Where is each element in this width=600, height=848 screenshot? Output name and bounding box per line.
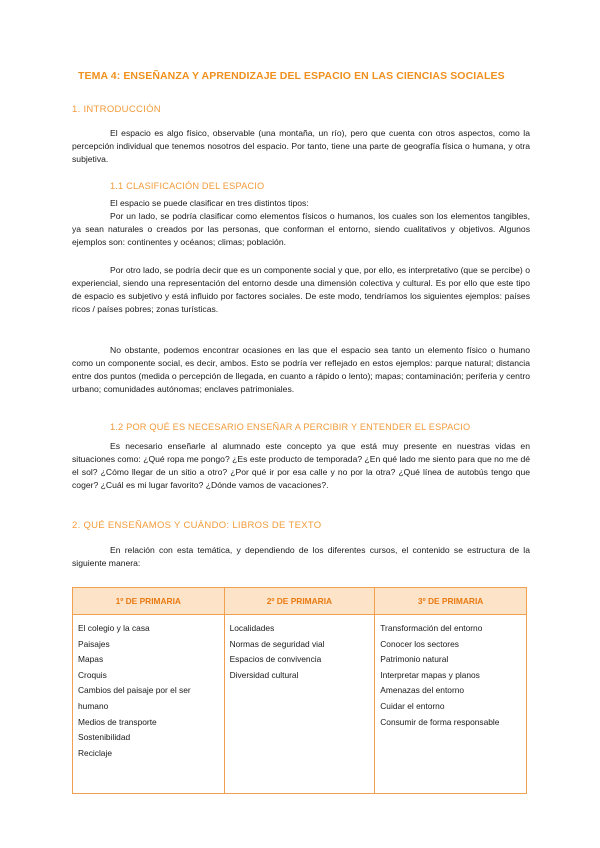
list-item: El colegio y la casa bbox=[78, 623, 150, 633]
list-item: Paisajes bbox=[78, 638, 110, 649]
list-item: Consumir de forma responsable bbox=[380, 716, 500, 727]
section2-paragraph: En relación con esta temática, y dependiendo de los diferentes cursos, el contenido se estructura de la siguiente manera: bbox=[72, 545, 530, 568]
list-item: Patrimonio natural bbox=[380, 654, 449, 665]
classification-paragraph-2: Por otro lado, se podría decir que es un componente social y que, por ello, es interpretativo (que se percibe) o experiencial, siendo una representación del entorno desde una dimensión colectiva y cultural. Es por ello que este tipo de espacio es subjetivo y está influido por factores sociales. De este modo, tendríamos los siguientes ejemplos: países ricos / países pobres; zonas turísticas. bbox=[72, 265, 530, 314]
list-item: Cuidar el entorno bbox=[380, 700, 445, 711]
classification-lead: El espacio se puede clasificar en tres distintos tipos: bbox=[110, 198, 309, 208]
section-heading-libros-de-texto: 2. QUÉ ENSEÑAMOS Y CUÁNDO: LIBROS DE TEXTO bbox=[72, 520, 322, 531]
list-item: Transformación del entorno bbox=[380, 623, 483, 633]
table-header-1: 1º DE PRIMARIA bbox=[73, 588, 225, 615]
list-item: Normas de seguridad vial bbox=[229, 638, 325, 649]
list-item: Reciclaje bbox=[78, 747, 112, 758]
section-heading-introduccion: 1. INTRODUCCIÓN bbox=[72, 104, 161, 115]
list-item: Medios de transporte bbox=[78, 716, 157, 727]
subsection-heading-clasificacion: 1.1 CLASIFICACIÓN DEL ESPACIO bbox=[110, 181, 265, 191]
list-item: Interpretar mapas y planos bbox=[380, 669, 480, 680]
list-item: Mapas bbox=[78, 654, 104, 665]
curriculum-table bbox=[72, 587, 527, 794]
list-item: Sostenibilidad bbox=[78, 732, 131, 743]
classification-paragraph-3: No obstante, podemos encontrar ocasiones en las que el espacio sea tanto un elemento físico o humano como un componente social, es decir, ambos. Esto se podría ver reflejado en estos ejemplos: parque natural; distancia entre dos puntos (medida o percepción de llegada, en cuanto a rápido o lento); mapas; contaminación; periferia y centro urbano; comunidades autónomas; enclaves patrimoniales. bbox=[72, 345, 530, 394]
table-header-3: 3º DE PRIMARIA bbox=[375, 588, 527, 615]
table-column-1 bbox=[73, 615, 225, 794]
list-item: Cambios del paisaje por el ser humano bbox=[78, 685, 191, 711]
list-item: Espacios de convivencia bbox=[229, 654, 322, 665]
table-header-2: 2º DE PRIMARIA bbox=[224, 588, 375, 615]
table-column-3 bbox=[375, 615, 527, 794]
list-item: Diversidad cultural bbox=[229, 669, 299, 680]
intro-paragraph: El espacio es algo físico, observable (una montaña, un río), pero que cuenta con otros aspectos, como la percepción individual que tenemos nosotros del espacio. Por tanto, tiene una parte de geografía física o humana, y otra subjetiva. bbox=[72, 128, 530, 164]
list-item: Conocer los sectores bbox=[380, 638, 459, 649]
subsection-heading-por-que: 1.2 POR QUÉ ES NECESARIO ENSEÑAR A PERCIBIR Y ENTENDER EL ESPACIO bbox=[110, 422, 471, 432]
why-paragraph: Es necesario enseñarle al alumnado este concepto ya que está muy presente en nuestras vidas en situaciones como: ¿Qué ropa me pongo? ¿Es este producto de temporada? ¿En qué lado me siento para que no me dé el sol? ¿Cómo llegar de un sitio a otro? ¿Por qué ir por esa calle y no por la otra? ¿Qué línea de autobús tengo que coger? ¿Cuál es mi lugar favorito? ¿Dónde vamos de vacaciones?. bbox=[72, 441, 530, 490]
classification-paragraph-1: Por un lado, se podría clasificar como elementos físicos o humanos, los cuales son los elementos tangibles, ya sean naturales o creados por las personas, que conforman el entorno, siendo cualitativos y objetivos. Algunos ejemplos son: continentes y océanos; climas; población. bbox=[72, 211, 530, 247]
table-column-2 bbox=[224, 615, 375, 794]
list-item: Croquis bbox=[78, 669, 107, 680]
document-title: TEMA 4: ENSEÑANZA Y APRENDIZAJE DEL ESPACIO EN LAS CIENCIAS SOCIALES bbox=[78, 70, 505, 82]
list-item: Amenazas del entorno bbox=[380, 685, 465, 696]
list-item: Localidades bbox=[229, 623, 275, 633]
